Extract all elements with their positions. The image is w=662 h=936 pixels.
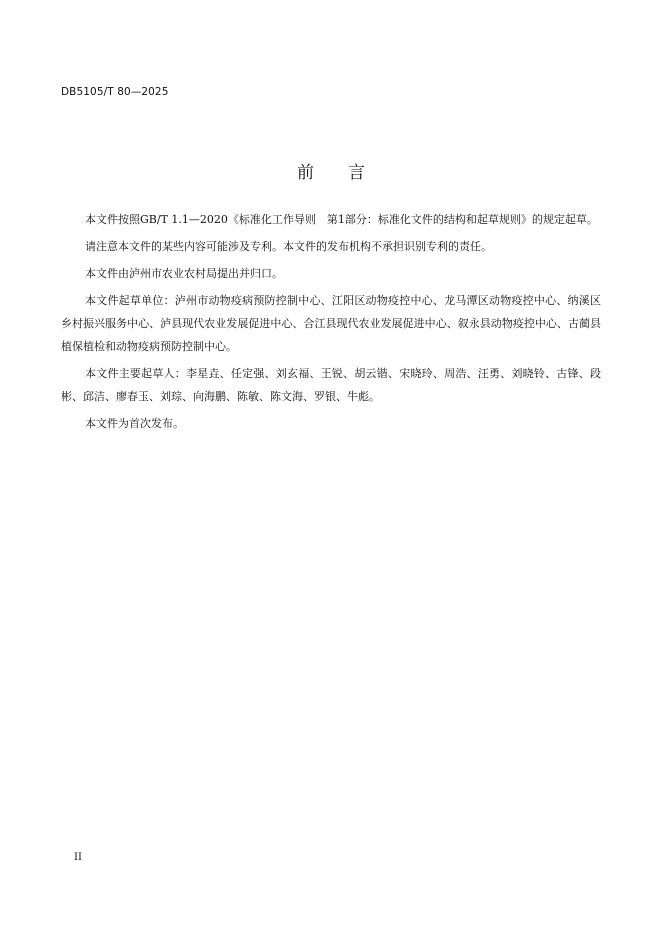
paragraph-standard-basis: 本文件按照GB/T 1.1—2020《标准化工作导则 第1部分：标准化文件的结构和起草规则》的规定起草。 bbox=[85, 213, 598, 226]
title-part-2: 言 bbox=[348, 163, 365, 183]
paragraph-proposer: 本文件由泸州市农业农村局提出并归口。 bbox=[85, 267, 283, 280]
paragraph-patent-notice: 请注意本文件的某些内容可能涉及专利。本文件的发布机构不承担识别专利的责任。 bbox=[85, 240, 492, 253]
foreword-body bbox=[61, 208, 601, 439]
title-part-1: 前 bbox=[297, 163, 314, 183]
document-code: DB5105/T 80—2025 bbox=[61, 86, 169, 98]
paragraph-drafting-units: 本文件起草单位：泸州市动物疫病预防控制中心、江阳区动物疫控中心、龙马潭区动物疫控中心、纳溪区乡村振兴服务中心、泸县现代农业发展促进中心、合江县现代农业发展促进中心、叙永县动物疫控中心、古蔺县植保植检和动物疫病预防控制中心。 bbox=[61, 294, 601, 353]
page-title bbox=[0, 158, 662, 183]
paragraph-drafters: 本文件主要起草人：李星垚、任定强、刘玄福、王锐、胡云锴、宋晓玲、周浩、汪勇、刘晓铃、古锋、段彬、邱洁、廖春玉、刘琮、向海鹏、陈敏、陈文海、罗银、牛彪。 bbox=[61, 367, 601, 403]
paragraph-first-release: 本文件为首次发布。 bbox=[85, 417, 184, 430]
page-number: II bbox=[74, 852, 82, 863]
